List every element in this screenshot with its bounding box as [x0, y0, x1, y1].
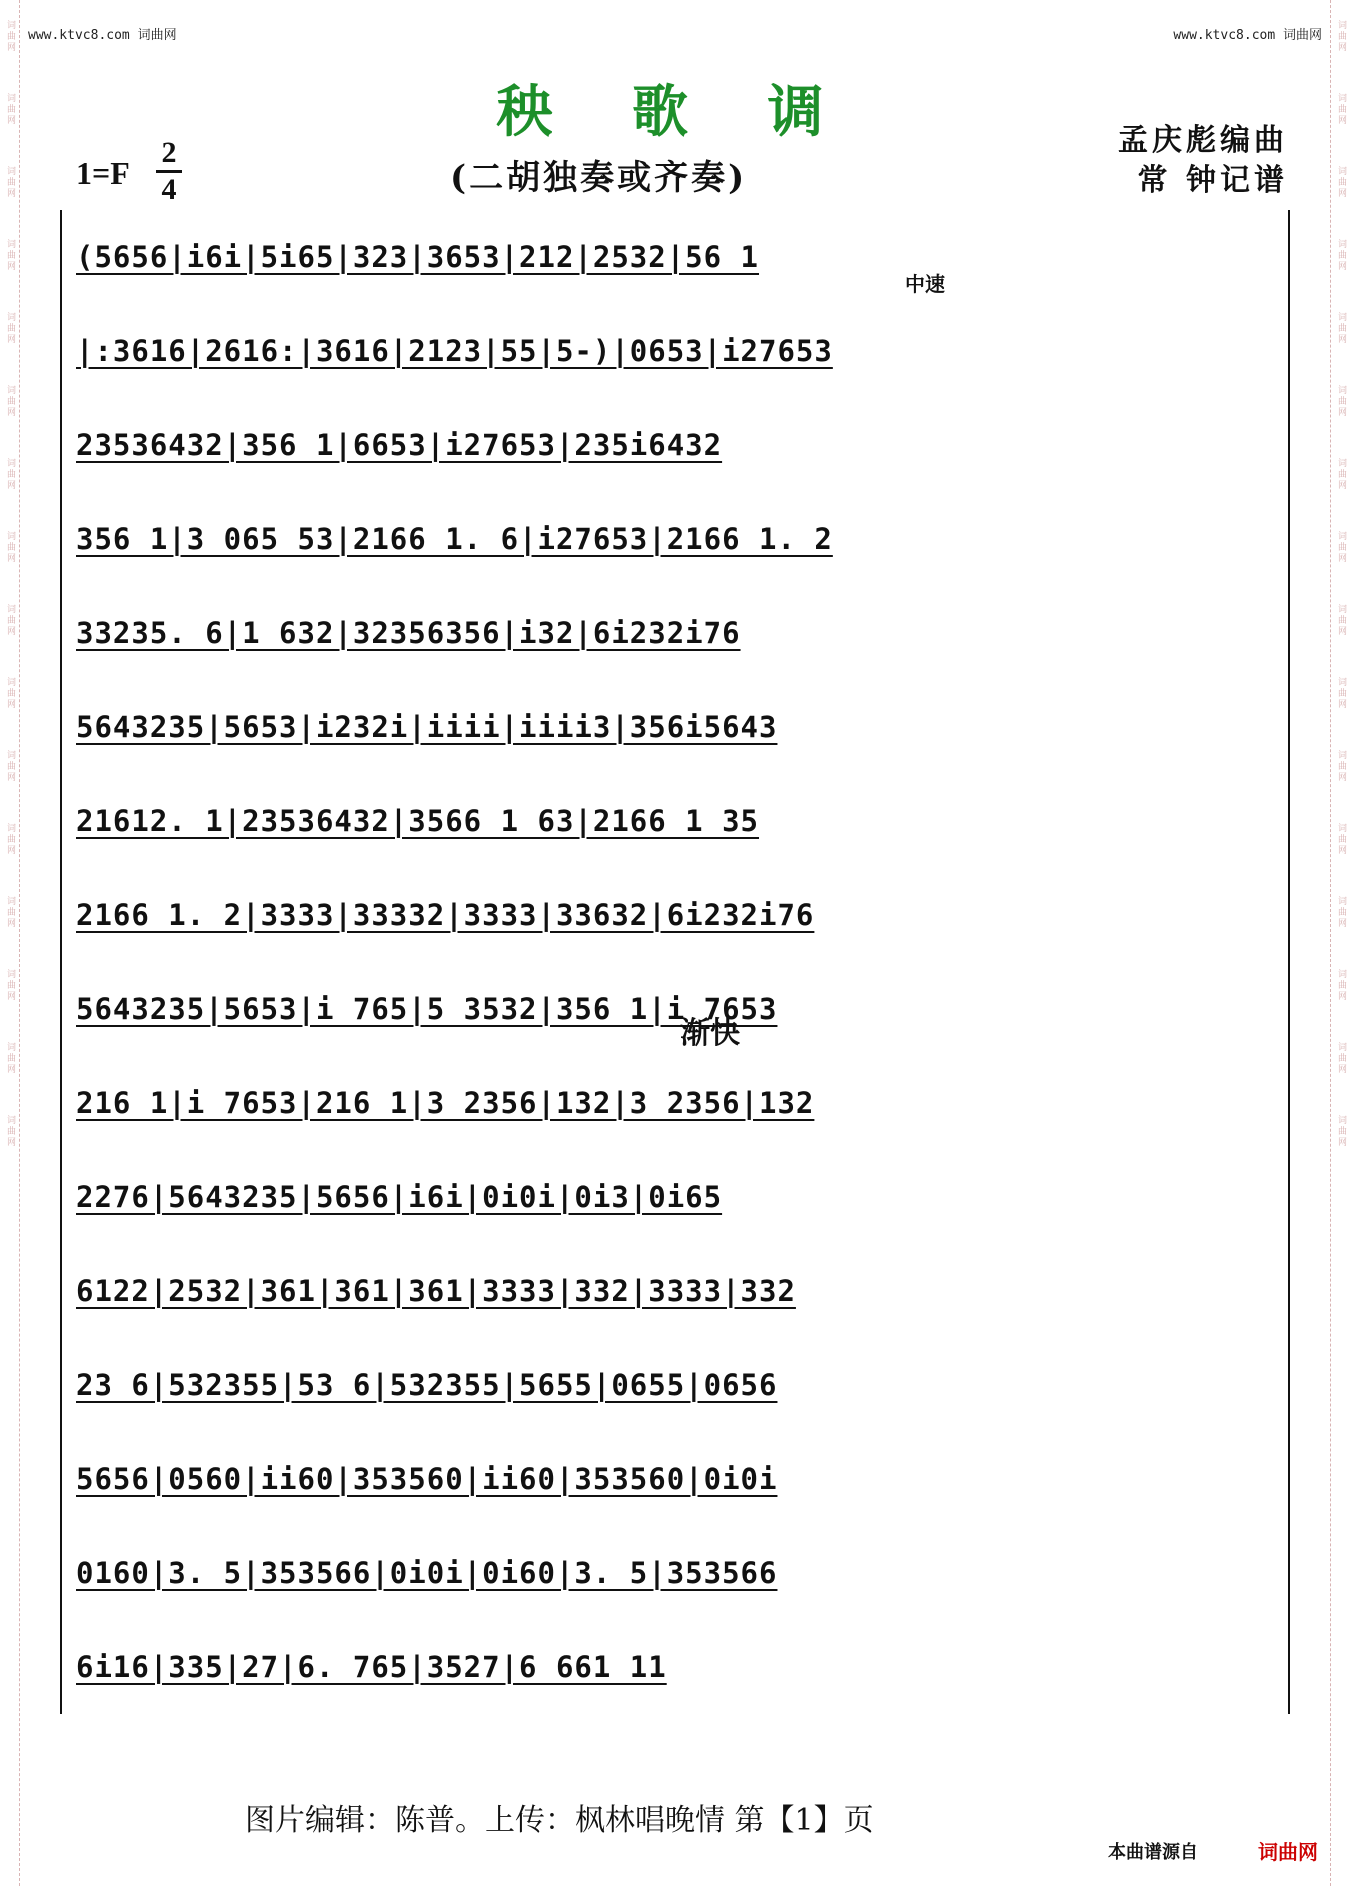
song-subtitle: (二胡独奏或齐奏) — [450, 158, 748, 198]
score-line — [60, 304, 1290, 398]
time-signature-numerator: 2 — [161, 136, 177, 169]
score-line — [60, 1620, 1290, 1714]
watermark-top-left: www.ktvc8.com 词曲网 — [28, 28, 177, 43]
score-line-notes: 23536432|356 1|6653|i27653|235i6432 — [76, 428, 723, 462]
score-line-notes: 5643235|5653|i 765|5 3532|356 1|i 7653 — [76, 992, 778, 1026]
score-line — [60, 1432, 1290, 1526]
score-line — [60, 398, 1290, 492]
score-line — [60, 1244, 1290, 1338]
score-line — [60, 1150, 1290, 1244]
score-line — [60, 962, 1290, 1056]
source-site-logo: 词曲网 — [1258, 1840, 1318, 1864]
score-line-notes: |:3616|2616:|3616|2123|55|5-)|0653|i27653 — [76, 334, 833, 368]
time-signature-denominator: 4 — [161, 173, 177, 206]
score-line-notes: 21612. 1|23536432|3566 1 63|2166 1 35 — [76, 804, 760, 838]
score-line-notes: 6i16|335|27|6. 765|3527|6 661 11 — [76, 1650, 667, 1684]
score-line — [60, 774, 1290, 868]
source-label: 本曲谱源自 — [1108, 1842, 1198, 1863]
score-line — [60, 868, 1290, 962]
watermark-strip-left: 词曲网 词曲网 词曲网 词曲网 词曲网 词曲网 词曲网 词曲网 词曲网 词曲网 词曲网 词曲网 词曲网 词曲网 词曲网 词曲网 — [0, 0, 20, 1886]
song-title: 秧 歌 调 — [496, 79, 854, 145]
score-line-notes: (5656|i6i|5i65|323|3653|212|2532|56 1 — [76, 240, 760, 274]
score-line — [60, 210, 1290, 304]
transcriber-credit: 常 钟记谱 — [1137, 163, 1288, 198]
score-line-notes: 23 6|532355|53 6|532355|5655|0655|0656 — [76, 1368, 778, 1402]
score-body — [60, 210, 1290, 1714]
score-line-notes: 2276|5643235|5656|i6i|0i0i|0i3|0i65 — [76, 1180, 723, 1214]
score-line — [60, 680, 1290, 774]
time-signature — [156, 138, 182, 205]
key-signature: 1=F — [76, 155, 130, 191]
tempo-marking: 中速 — [905, 272, 945, 296]
score-line-notes: 33235. 6|1 632|32356356|i32|6i232i76 — [76, 616, 741, 650]
score-line-notes: 5656|0560|ii60|353560|ii60|353560|0i0i — [76, 1462, 778, 1496]
score-line-notes: 5643235|5653|i232i|iiii|iiii3|356i5643 — [76, 710, 778, 744]
score-line — [60, 492, 1290, 586]
score-line-notes: 216 1|i 7653|216 1|3 2356|132|3 2356|132 — [76, 1086, 815, 1120]
score-line — [60, 586, 1290, 680]
score-line — [60, 1338, 1290, 1432]
tempo-marking-accelerando: 渐快 — [680, 1016, 740, 1051]
score-line-notes: 6122|2532|361|361|361|3333|332|3333|332 — [76, 1274, 796, 1308]
score-line-notes: 0160|3. 5|353566|0i0i|0i60|3. 5|353566 — [76, 1556, 778, 1590]
page-footer-credit: 图片编辑：陈普。上传：枫林唱晚情 第【1】页 — [245, 1803, 874, 1838]
score-line-notes: 2166 1. 2|3333|33332|3333|33632|6i232i76 — [76, 898, 815, 932]
score-line — [60, 1056, 1290, 1150]
watermark-top-right: www.ktvc8.com 词曲网 — [1173, 28, 1322, 43]
score-line-notes: 356 1|3 065 53|2166 1. 6|i27653|2166 1. 2 — [76, 522, 833, 556]
score-line — [60, 1526, 1290, 1620]
watermark-strip-right: 词曲网 词曲网 词曲网 词曲网 词曲网 词曲网 词曲网 词曲网 词曲网 词曲网 词曲网 词曲网 词曲网 词曲网 词曲网 词曲网 — [1330, 0, 1350, 1886]
arranger-credit: 孟庆彪编曲 — [1118, 123, 1288, 158]
